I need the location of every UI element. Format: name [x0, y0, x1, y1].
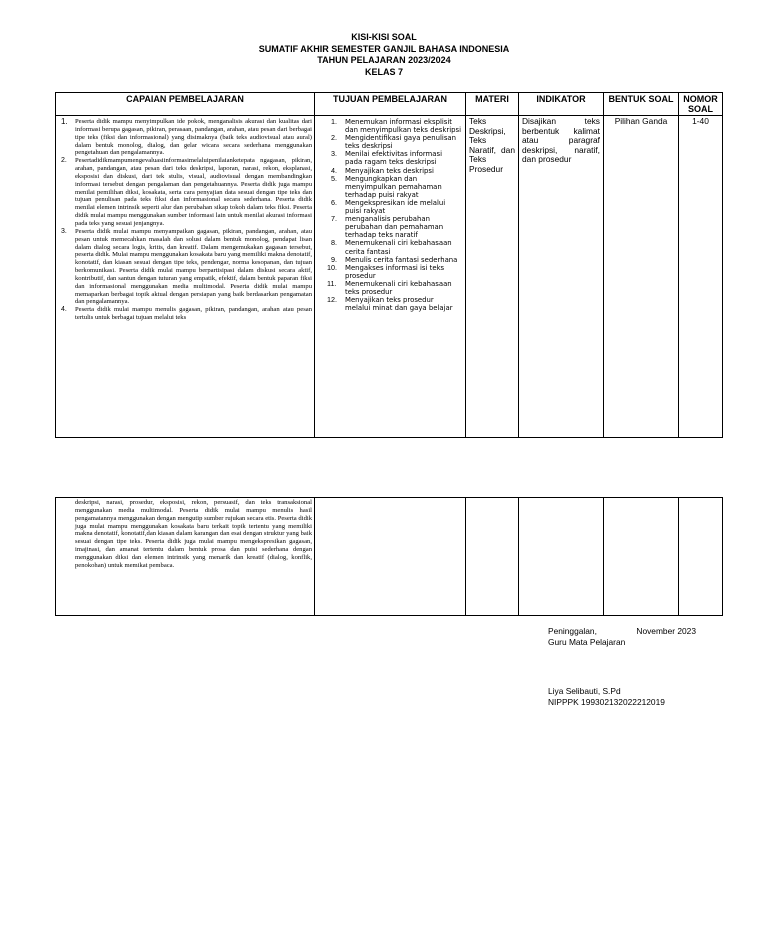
header-bentuk-soal: BENTUK SOAL: [604, 93, 679, 116]
capaian-text: Peserta didik mampu menyimpulkan ide pokok, menganalisis akurasi dan kualitas dari informasi berupa gagasan, pikiran, perasaan, pandangan, arahan, atau pesan dari berbagai tipe teks (fiksi dan informasional) yang disimaknya (baik teks audiovisual atau aural) dalam bentuk monolog, dialog, dan gelar wicara secara sederhana menggunakan pengetahuan dan pengalamannya.: [75, 118, 312, 157]
capaian-item: [56, 228, 312, 306]
tujuan-text: Menilai efektivitas informasi pada ragam teks deskripsi: [345, 150, 442, 167]
title-line-1: KISI-KISI SOAL: [351, 32, 417, 42]
capaian-item: [56, 118, 312, 157]
tujuan-item: [315, 167, 465, 175]
capaian-continued-cell: deskripsi, narasi, prosedur, eksposisi, rekon, persuasif, dan teks transaksional menggunakan media multimodal. Peserta didik mulai mampu menulis hasil pengamatannya menggunakan dengan mengutip sumber rujukan secara etis. Peserta didik juga mulai mampu menggunakan kosakata baru terkait topik tertentu yang memiliki makna denotatif, konotatif,dan kiasan dalam karangan dan esai dengan struktur yang baik sesuai dengan tipe teks. Peserta didik juga mulai mampu mengekspresikan gagasan, imajinasi, dan amanat tertentu dalam bentuk prosa dan puisi sederhana dengan menggunakan diksi dan elemen intrinsik yang menarik dan kreatif (dialog, konflik, penokohan) untuk memikat pembaca.: [56, 498, 315, 616]
signature-place: Peninggalan,: [548, 626, 597, 636]
list-number: 10.: [327, 262, 337, 272]
header-materi: MATERI: [466, 93, 519, 116]
tujuan-list: [315, 118, 465, 312]
nomor-soal-cell: 1-40: [679, 116, 723, 438]
list-number: 11.: [327, 278, 337, 288]
empty-cell: [604, 498, 679, 616]
tujuan-text: Menemukan informasi eksplisit dan menyimpulkan teks deskripsi: [345, 118, 462, 135]
list-number: 4.: [331, 165, 337, 175]
capaian-text: Peserta didik mulai mampu menyampaikan gagasan, pikiran, pandangan, arahan, atau pesan untuk memecahkan masalah dan solusi dalam bentuk monolog, pendapat lisan dalam dialog secara logis, kritis, dan kreatif. Dalam mengemukakan gagasan tersebut, peserta didik. Mulai mampu menggunakan kosakata baru yang memiliki makna denotatif, konotatif, dan kiasan sesuai dengan tipe teks, pendengar, norma kesopanan, dan tujuan berkomunikasi. Peserta didik mulai mampu berpartisipasi dalam diskusi secara aktif, kontributif, dan santun dengan tuturan yang empatik, efektif, dalam bentuk paparan fiksi dan informasional menggunakan media multimodal. Peserta didik mulai mampu memaparkan berbagai topik aktual dengan persiapan yang baik berdasarkan pengamatan dan pengalamannya.: [75, 227, 312, 306]
tujuan-text: Mengidentifikasi gaya penulisan teks deskripsi: [345, 134, 457, 151]
capaian-item: [56, 306, 312, 322]
tujuan-text: Mengakses informasi isi teks prosedur: [345, 263, 445, 280]
signature-role: Guru Mata Pelajaran: [548, 637, 626, 647]
signature-name: Liya Selibauti, S.Pd: [548, 686, 621, 696]
header-tujuan: TUJUAN PEMBELAJARAN: [315, 93, 466, 116]
signature-block: [548, 626, 696, 648]
tujuan-text: menganalisis perubahan perubahan dan pemahaman terhadap teks naratif: [345, 215, 444, 240]
tujuan-item: [315, 264, 465, 280]
capaian-item: [56, 157, 312, 228]
list-number: 1.: [331, 117, 337, 126]
signature-name-block: [548, 686, 665, 708]
list-number: 9.: [331, 254, 337, 264]
header-nomor-line1: NOMOR: [683, 94, 718, 104]
list-number: 12.: [327, 295, 337, 305]
header-nomor-soal: [679, 93, 723, 116]
list-number: 3.: [61, 227, 67, 235]
empty-cell: [466, 498, 519, 616]
list-number: 8.: [331, 238, 337, 248]
list-number: 7.: [331, 214, 337, 224]
bentuk-soal-cell: Pilihan Ganda: [604, 116, 679, 438]
list-number: 2.: [61, 157, 67, 165]
tujuan-item: [315, 296, 465, 312]
tujuan-cell: [315, 116, 466, 438]
title-line-3: TAHUN PELAJARAN 2023/2024: [317, 55, 451, 66]
tujuan-item: [315, 199, 465, 215]
indikator-cell: Disajikan teks berbentuk kalimat atau paragraf deskripsi, naratif, dan prosedur: [519, 116, 604, 438]
title-line-4: KELAS 7: [364, 66, 403, 77]
capaian-text: Peserta didik mulai mampu menulis gagasan, pikiran, pandangan, arahan atau pesan tertulis untuk berbagai tujuan melalui teks: [75, 306, 312, 322]
header-indikator: INDIKATOR: [519, 93, 604, 116]
kisi-kisi-table-continued: [55, 497, 723, 616]
tujuan-item: [315, 175, 465, 199]
list-number: 2.: [331, 133, 337, 143]
kisi-kisi-table: [55, 92, 723, 438]
tujuan-item: [315, 134, 465, 150]
empty-cell: [519, 498, 604, 616]
list-number: 3.: [331, 149, 337, 159]
tujuan-text: Menyajikan teks prosedur melalui minat dan gaya belajar: [345, 296, 453, 313]
table-row: [56, 116, 723, 438]
tujuan-text: Menyajikan teks deskripsi: [345, 166, 434, 175]
tujuan-item: [315, 118, 465, 134]
tujuan-item: [315, 239, 465, 255]
signature-nip: NIPPPK 199302132022212019: [548, 697, 665, 707]
materi-cell: Teks Deskripsi, Teks Naratif, dan Teks Prosedur: [466, 116, 519, 438]
signature-date: November 2023: [636, 626, 696, 636]
list-number: 4.: [61, 306, 67, 314]
tujuan-text: Menemukenali ciri kebahasaan teks prosedur: [345, 279, 452, 296]
list-number: 5.: [331, 173, 337, 183]
capaian-list: [56, 118, 314, 322]
list-number: 1.: [61, 117, 68, 126]
capaian-cell: [56, 116, 315, 438]
tujuan-text: Mengungkapkan dan menyimpulkan pemahaman terhadap puisi rakyat: [345, 174, 442, 199]
title-line-2: SUMATIF AKHIR SEMESTER GANJIL BAHASA INDONESIA: [258, 43, 510, 54]
tujuan-item: [315, 256, 465, 264]
tujuan-item: [315, 150, 465, 166]
tujuan-item: [315, 280, 465, 296]
capaian-text: Pesertadidikmampumengevaluasiinformasimelaluipenilaianketepata ngagasan, pikiran, arahan, pandangan, atau pesan dari teks deskripsi, laporan, narasi, rekon, eksplanasi, eksposisi dan diskusi, dari tek stulis, visual, audiovisual dengan membandingkan informasi tersebut dengan pengalaman dan pengetahuannya. Peserta didik juga mampu menilai pemilihan diksi, kosakata, serta cara penyajian data sesuai dengan tipe teks dan tujuan penulisan pada teks fiksi dan informasional secara sederhana. Peserta didik menilai elemen intrinsik seperti alur dan perubahan sikap tokoh dalam teks fiksi. Peserta didik mulai mampu menggunakan sumber informasi lain untuk menilai akurasi informasi pada teks yang sesuai jenjangnya.: [75, 157, 312, 227]
header-capaian: CAPAIAN PEMBELAJARAN: [56, 93, 315, 116]
list-number: 6.: [331, 197, 337, 207]
place-date: [548, 626, 696, 637]
empty-cell: [679, 498, 723, 616]
tujuan-text: Menulis cerita fantasi sederhana: [345, 255, 458, 264]
document-title: [0, 32, 768, 78]
tujuan-text: Mengekspresikan ide melalui puisi rakyat: [345, 198, 446, 216]
tujuan-text: Menemukenali ciri kebahasaan cerita fantasi: [345, 239, 452, 256]
empty-cell: [315, 498, 466, 616]
table-header-row: [56, 93, 723, 116]
header-nomor-line2: SOAL: [687, 104, 713, 114]
tujuan-item: [315, 215, 465, 239]
table-row: [56, 498, 723, 616]
